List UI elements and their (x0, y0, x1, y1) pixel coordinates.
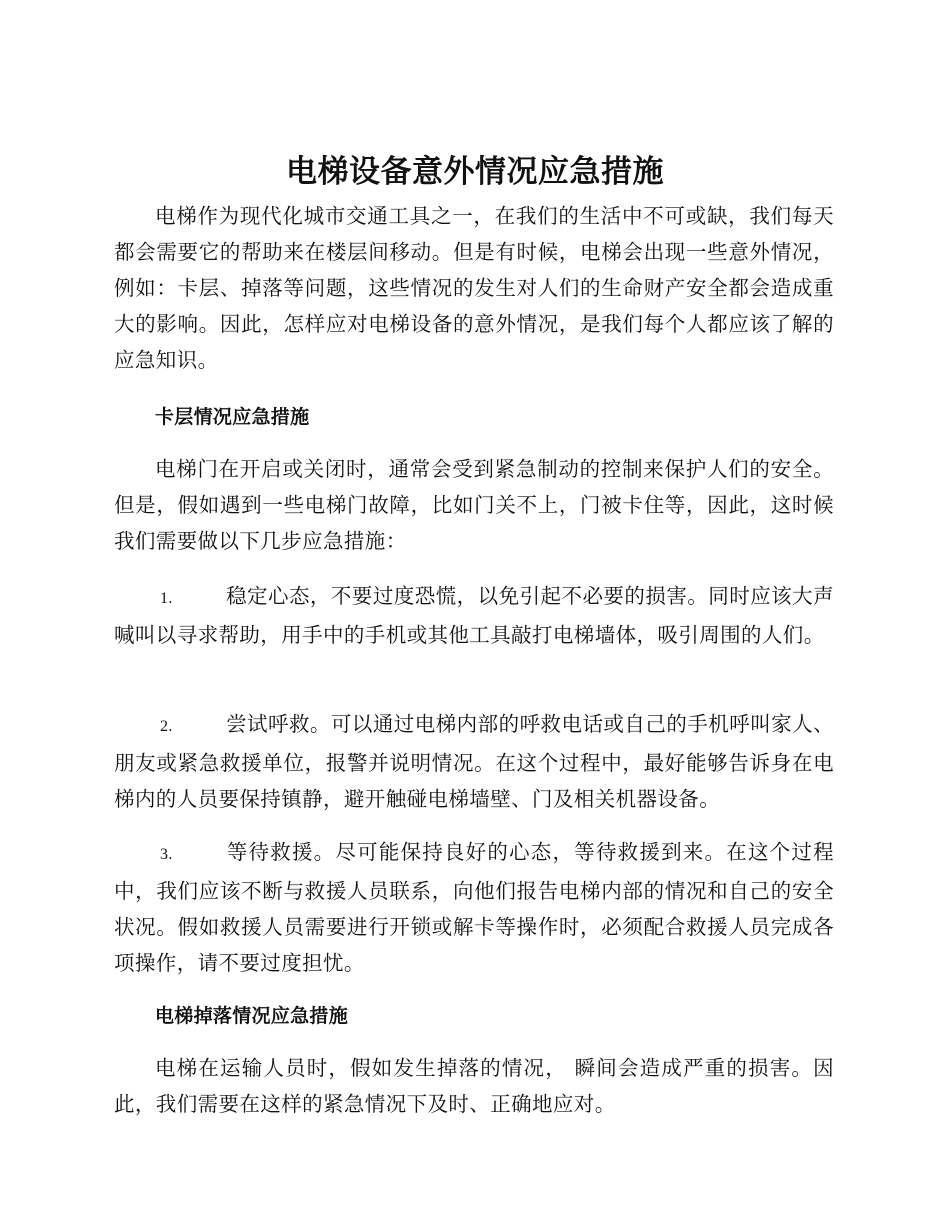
section-heading-fall: 电梯掉落情况应急措施 (155, 1005, 349, 1027)
list-item-number: 1. (160, 590, 173, 607)
list-item-text: 尝试呼救。可以通过电梯内部的呼救电话或自己的手机呼叫家人、朋友或紧急救援单位，报警并说明情况。在这个过程中，最好能够告诉身在电梯内的人员要保持镇静，避开触碰电梯墙壁、门及相关机器设备。 (114, 712, 834, 811)
list-item-number: 3. (160, 846, 173, 863)
list-item-number: 2. (160, 718, 173, 735)
list-item (114, 834, 834, 981)
list-item (114, 578, 834, 653)
intro-paragraph: 电梯作为现代化城市交通工具之一，在我们的生活中不可或缺，我们每天都会需要它的帮助来在楼层间移动。但是有时候，电梯会出现一些意外情况，例如：卡层、掉落等问题，这些情况的发生对人们的生命财产安全都会造成重大的影响。因此，怎样应对电梯设备的意外情况，是我们每个人都应该了解的应急知识。 (114, 204, 834, 372)
list-item-text: 等待救援。尽可能保持良好的心态，等待救援到来。在这个过程中，我们应该不断与救援人员联系，向他们报告电梯内部的情况和自己的安全状况。假如救援人员需要进行开锁或解卡等操作时，必须配合救援人员完成各项操作，请不要过度担忧。 (114, 840, 834, 975)
document-title: 电梯设备意外情况应急措施 (286, 154, 664, 190)
section-paragraph-stuck: 电梯门在开启或关闭时，通常会受到紧急制动的控制来保护人们的安全。但是，假如遇到一些电梯门故障，比如门关不上，门被卡住等，因此，这时候我们需要做以下几步应急措施： (114, 457, 834, 553)
list-item-text: 稳定心态，不要过度恐慌，以免引起不必要的损害。同时应该大声喊叫以寻求帮助，用手中的手机或其他工具敲打电梯墙体，吸引周围的人们。 (114, 584, 834, 647)
section-heading-stuck: 卡层情况应急措施 (155, 406, 310, 428)
list-item (114, 706, 834, 817)
section-paragraph-fall: 电梯在运输人员时，假如发生掉落的情况， 瞬间会造成严重的损害。因此，我们需要在这样的紧急情况下及时、正确地应对。 (114, 1056, 834, 1116)
